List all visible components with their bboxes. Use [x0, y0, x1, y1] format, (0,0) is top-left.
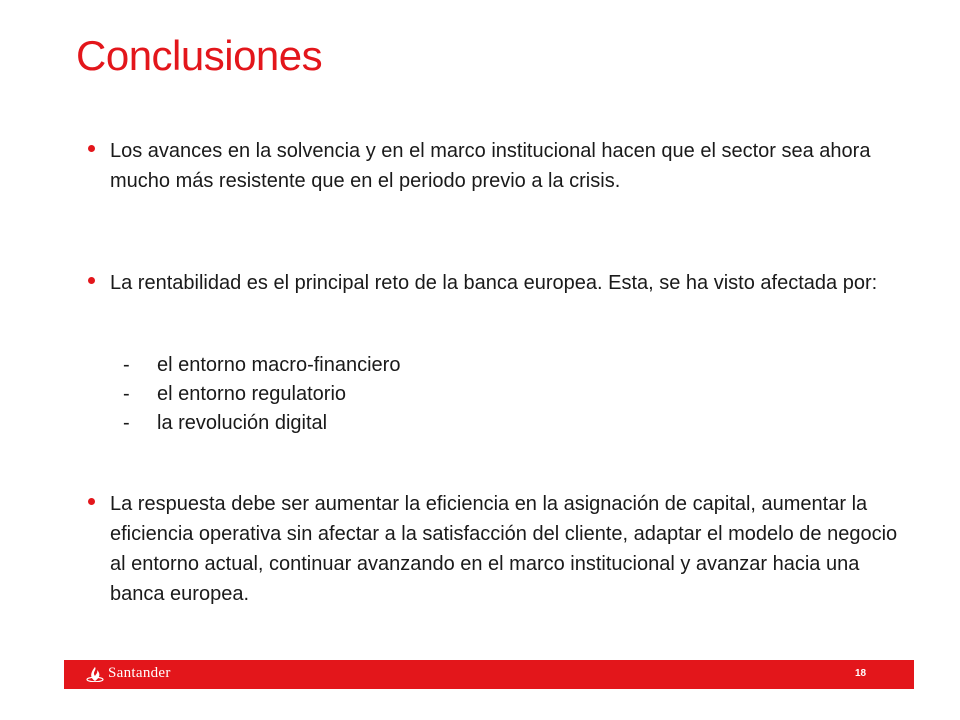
bullet-dot-icon [88, 498, 95, 505]
bullet-text: Los avances en la solvencia y en el marco institucional hacen que el sector sea ahora mucho más resistente que en el periodo previo a la crisis. [110, 140, 871, 192]
sub-list [123, 351, 400, 438]
brand-name: Santander [108, 665, 171, 681]
sub-list-item [123, 380, 400, 409]
bullet-text: La respuesta debe ser aumentar la eficiencia en la asignación de capital, aumentar la eficiencia operativa sin afectar a la satisfacción del cliente, adaptar el modelo de negocio al entorno actual, continuar avanzando en el marco institucional y avanzar hacia una banca europea. [110, 493, 898, 605]
bullet-item [88, 268, 918, 298]
sub-item-text: el entorno macro-financiero [157, 354, 401, 376]
dash-marker: - [123, 354, 130, 376]
santander-flame-icon [86, 666, 104, 682]
dash-marker: - [123, 383, 130, 405]
bullet-dot-icon [88, 145, 95, 152]
sub-item-text: la revolución digital [157, 412, 328, 434]
bullet-dot-icon [88, 277, 95, 284]
bullet-item [88, 136, 918, 196]
sub-list-item [123, 351, 400, 380]
bullet-text: La rentabilidad es el principal reto de la banca europea. Esta, se ha visto afectada por: [110, 272, 878, 294]
santander-logo [86, 665, 171, 682]
dash-marker: - [123, 412, 130, 434]
slide-title: Conclusiones [76, 32, 323, 79]
sub-item-text: el entorno regulatorio [157, 383, 347, 405]
sub-list-item [123, 409, 400, 438]
footer-bar [64, 660, 914, 689]
page-number: 18 [855, 668, 867, 679]
bullet-item [88, 489, 918, 609]
